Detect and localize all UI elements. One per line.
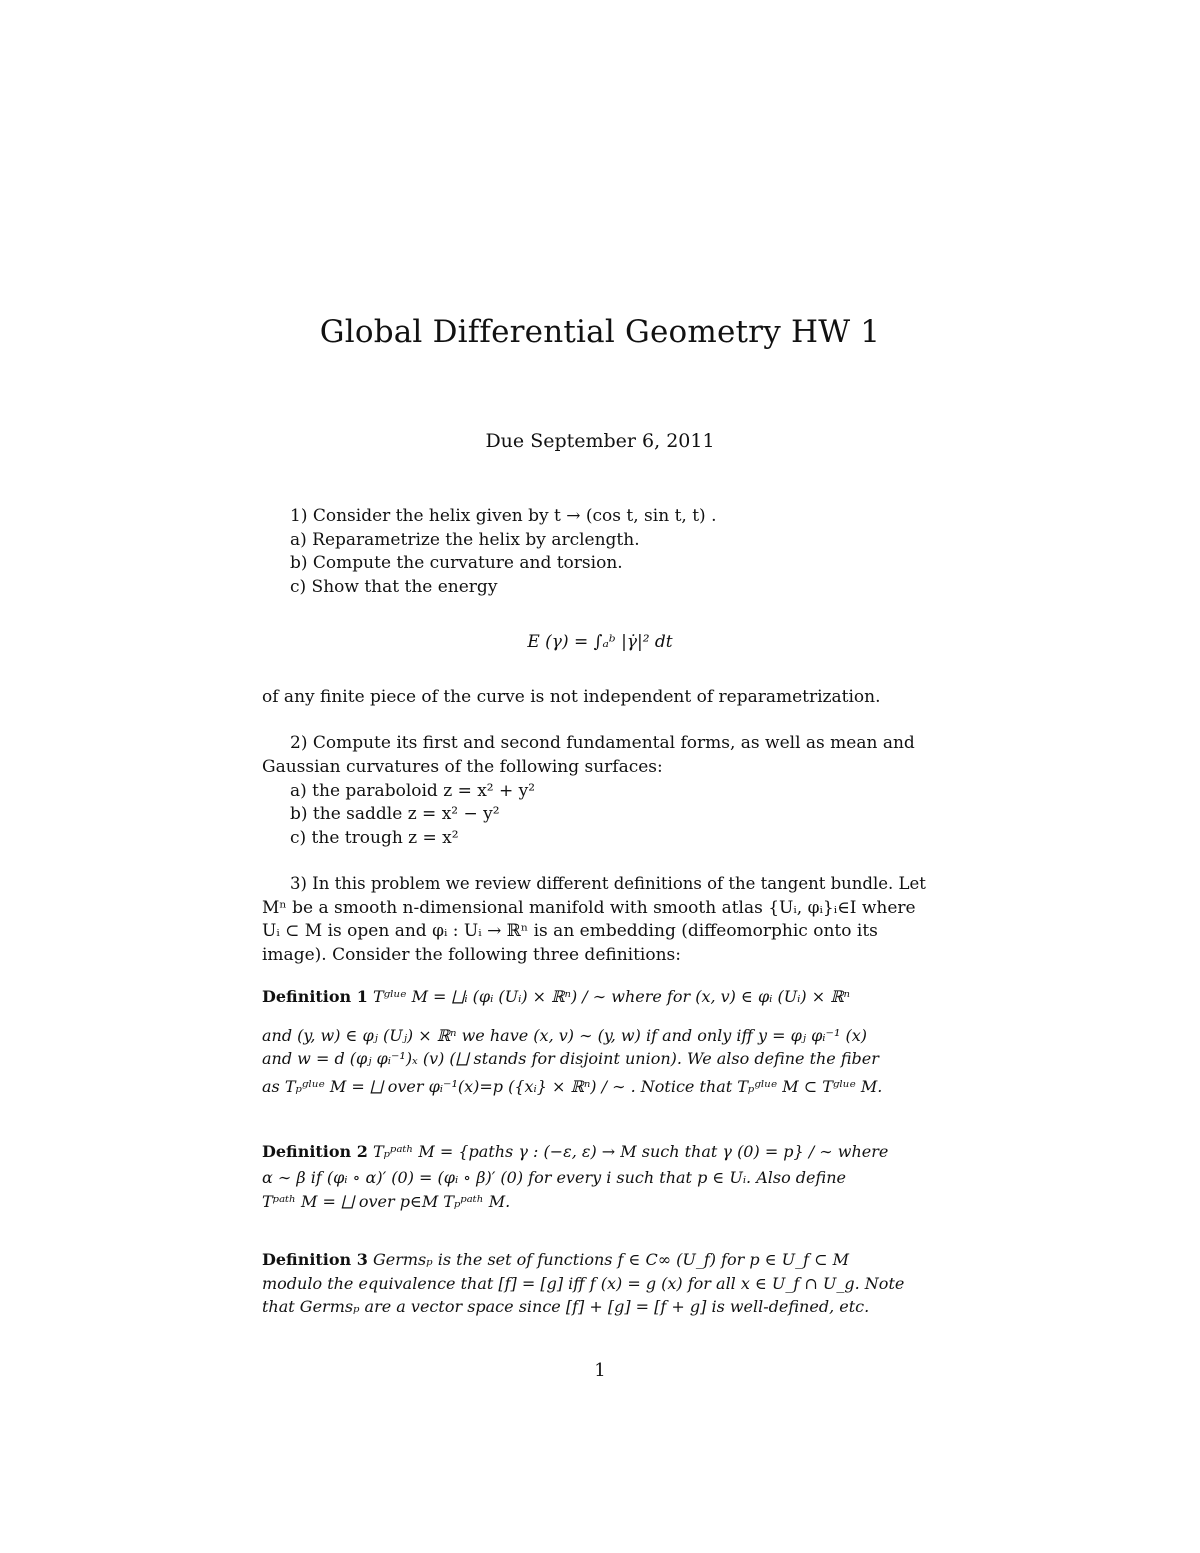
document-title: Global Differential Geometry HW 1 <box>319 314 881 350</box>
definition1-line4: as Tₚᵍˡᵘᵉ M = ⨆ over φᵢ⁻¹(x)=p ({xᵢ} × ℝⁿ) / ∼ . Notice that Tₚᵍˡᵘᵉ M ⊂ Tᵍˡᵘᵉ M. <box>262 1077 883 1096</box>
due-date: Due September 6, 2011 <box>485 430 715 452</box>
problem2-part-b: b) the saddle z = x² − y² <box>290 804 500 824</box>
problem3-line3: Uᵢ ⊂ M is open and φᵢ : Uᵢ → ℝⁿ is an embedding (diffeomorphic onto its <box>262 921 878 941</box>
definition2-line3: Tᵖᵃᵗʰ M = ⨆ over p∈M Tₚᵖᵃᵗʰ M. <box>262 1192 511 1211</box>
definition1-label: Definition 1 <box>262 987 368 1006</box>
problem2-part-a: a) the paraboloid z = x² + y² <box>290 781 536 801</box>
problem3-line4: image). Consider the following three definitions: <box>262 945 682 965</box>
problem2-intro-line2: Gaussian curvatures of the following surfaces: <box>262 757 663 777</box>
page-number: 1 <box>594 1360 606 1381</box>
energy-formula: E (γ) = ∫ₐᵇ |γ̇|² dt <box>527 632 673 652</box>
definition2-line1 <box>262 1140 938 1164</box>
definition3-line3: that Germsₚ are a vector space since [f] + [g] = [f + g] is well-defined, etc. <box>262 1297 870 1316</box>
definition2-label: Definition 2 <box>262 1142 368 1161</box>
definition1-line2: and (y, w) ∈ φⱼ (Uⱼ) × ℝⁿ we have (x, v) ∼ (y, w) if and only iff y = φⱼ φᵢ⁻¹ (x) <box>262 1026 867 1045</box>
problem2-intro-line1: 2) Compute its first and second fundamental forms, as well as mean and <box>290 733 915 753</box>
definition3-line1 <box>262 1248 938 1272</box>
problem1-intro: 1) Consider the helix given by t → (cos t, sin t, t) . <box>290 506 717 526</box>
definition1-text1: Tᵍˡᵘᵉ M = ⨆ᵢ (φᵢ (Uᵢ) × ℝⁿ) / ∼ where for (x, v) ∈ φᵢ (Uᵢ) × ℝⁿ <box>372 987 850 1006</box>
problem1-part-b: b) Compute the curvature and torsion. <box>290 553 623 573</box>
definition3-line2: modulo the equivalence that [f] = [g] iff f (x) = g (x) for all x ∈ U_f ∩ U_g. Note <box>262 1274 905 1293</box>
definition3-label: Definition 3 <box>262 1250 368 1269</box>
definition2-text1: Tₚᵖᵃᵗʰ M = {paths γ : (−ε, ε) → M such that γ (0) = p} / ∼ where <box>372 1142 889 1161</box>
problem3-line1: 3) In this problem we review different definitions of the tangent bundle. Let <box>290 874 926 893</box>
problem1-part-a: a) Reparametrize the helix by arclength. <box>290 530 640 550</box>
problem2-part-c: c) the trough z = x² <box>290 828 459 848</box>
definition2-line2: α ∼ β if (φᵢ ∘ α)′ (0) = (φᵢ ∘ β)′ (0) for every i such that p ∈ Uᵢ. Also define <box>262 1168 846 1187</box>
definition1-line1 <box>262 985 938 1009</box>
problem3-line2: Mⁿ be a smooth n-dimensional manifold with smooth atlas {Uᵢ, φᵢ}ᵢ∈I where <box>262 898 916 918</box>
problem1-conclusion: of any finite piece of the curve is not independent of reparametrization. <box>262 687 881 707</box>
definition3-text1: Germsₚ is the set of functions f ∈ C∞ (U_f) for p ∈ U_f ⊂ M <box>372 1250 850 1269</box>
problem1-part-c: c) Show that the energy <box>290 577 498 597</box>
definition1-line3: and w = d (φⱼ φᵢ⁻¹)ₓ (v) (⨆ stands for disjoint union). We also define the fiber <box>262 1049 879 1068</box>
